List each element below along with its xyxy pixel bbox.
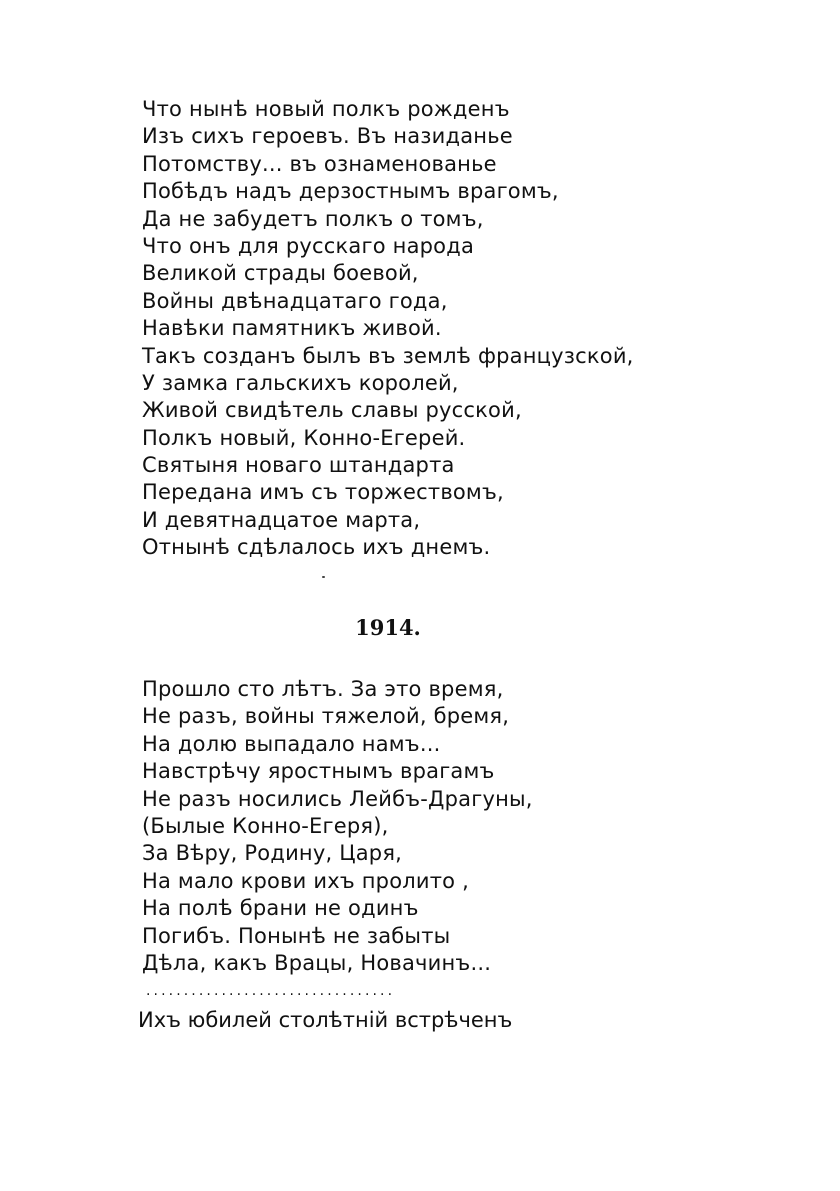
- poem-line: Не разъ, войны тяжелой, бремя,: [142, 704, 510, 729]
- poem-stanza-2: [142, 676, 533, 977]
- poem-stanza-1: [142, 96, 634, 562]
- poem-line: Полкъ новый, Конно-Егерей.: [142, 425, 466, 450]
- poem-line: И девятнадцатое марта,: [142, 507, 421, 532]
- poem-line: Прошло сто лѣтъ. За это время,: [142, 677, 504, 701]
- poem-line: Дѣла, какъ Врацы, Новачинъ...: [142, 950, 492, 975]
- poem-line: Навѣки памятникъ живой.: [142, 316, 442, 341]
- poem-line: Войны двѣнадцатаго года,: [142, 288, 448, 313]
- poem-line: Святыня новаго штандарта: [142, 453, 455, 478]
- poem-line: Отнынѣ сдѣлалось ихъ днемъ.: [142, 535, 491, 560]
- poem-line: Изъ сихъ героевъ. Въ назиданье: [142, 124, 513, 149]
- poem-line: Что нынѣ новый полкъ рожденъ: [142, 97, 510, 121]
- ellipsis-row: .................................: [146, 983, 396, 999]
- poem-line-last: Ихъ юбилей столѣтній встрѣченъ: [138, 1008, 513, 1032]
- poem-line: Великой страды боевой,: [142, 261, 419, 286]
- poem-line: (Былые Конно-Егеря),: [142, 813, 389, 838]
- poem-line: Передана имъ съ торжествомъ,: [142, 480, 504, 505]
- poem-line: На мало крови ихъ пролито ,: [142, 868, 469, 893]
- poem-line: Да не забудетъ полкъ о томъ,: [142, 206, 484, 231]
- poem-line: Навстрѣчу яростнымъ врагамъ: [142, 759, 495, 784]
- poem-line: На долю выпадало намъ...: [142, 731, 441, 756]
- poem-line: Что онъ для русскаго народа: [142, 233, 475, 258]
- poem-line: У замка гальскихъ королей,: [142, 370, 459, 395]
- poem-line: Погибъ. Понынѣ не забыты: [142, 923, 451, 948]
- poem-line: Потомству... въ ознаменованье: [142, 151, 497, 176]
- poem-line: Живой свидѣтель славы русской,: [142, 398, 522, 423]
- poem-line: Такъ созданъ былъ въ землѣ французской,: [142, 343, 634, 368]
- poem-line: Побѣдъ надъ дерзостнымъ врагомъ,: [142, 179, 559, 204]
- poem-line: Не разъ носились Лейбъ-Драгуны,: [142, 786, 533, 811]
- poem-line: За Вѣру, Родину, Царя,: [142, 841, 403, 866]
- poem-line: На полѣ брани не одинъ: [142, 896, 419, 921]
- print-speck: [322, 576, 325, 578]
- section-heading: 1914.: [355, 615, 421, 640]
